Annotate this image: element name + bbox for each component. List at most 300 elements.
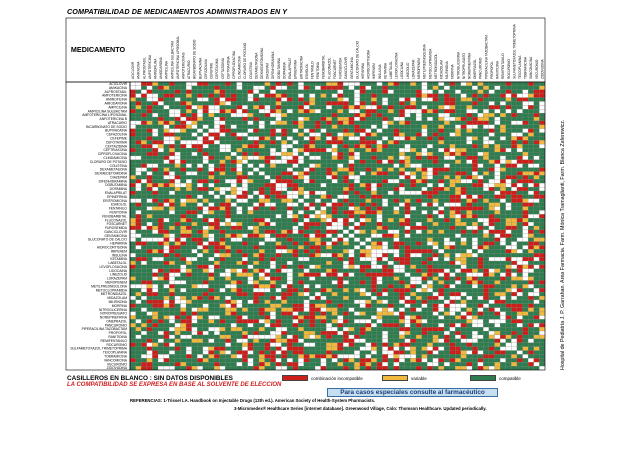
cell-3-3 <box>147 94 153 98</box>
cell-41-27 <box>281 242 287 246</box>
cell-14-51 <box>416 136 422 140</box>
cell-46-72 <box>534 261 540 265</box>
cell-19-0 <box>130 156 136 160</box>
cell-13-11 <box>192 133 198 137</box>
cell-40-33 <box>315 238 321 242</box>
cell-15-22 <box>253 140 259 144</box>
cell-24-14 <box>209 175 215 179</box>
cell-1-12 <box>197 86 203 90</box>
cell-8-6 <box>164 113 170 117</box>
cell-1-70 <box>523 86 529 90</box>
cell-14-14 <box>209 136 215 140</box>
cell-21-3 <box>147 164 153 168</box>
cell-31-38 <box>343 203 349 207</box>
cell-58-44 <box>377 308 383 312</box>
cell-4-16 <box>220 98 226 102</box>
cell-48-38 <box>343 269 349 273</box>
cell-54-37 <box>338 292 344 296</box>
cell-7-14 <box>209 109 215 113</box>
cell-35-53 <box>427 218 433 222</box>
cell-57-59 <box>461 304 467 308</box>
cell-56-4 <box>152 300 158 304</box>
cell-15-58 <box>455 140 461 144</box>
cell-53-49 <box>405 288 411 292</box>
column-header-68: SULFAMETOXAZOL TRIMETOPRIMA <box>512 24 517 79</box>
cell-8-11 <box>192 113 198 117</box>
cell-44-5 <box>158 253 164 257</box>
cell-54-64 <box>489 292 495 296</box>
cell-27-63 <box>483 187 489 191</box>
cell-28-10 <box>186 191 192 195</box>
cell-10-72 <box>534 121 540 125</box>
cell-17-9 <box>180 148 186 152</box>
cell-53-40 <box>354 288 360 292</box>
cell-11-64 <box>489 125 495 129</box>
cell-55-3 <box>147 296 153 300</box>
cell-44-30 <box>298 253 304 257</box>
cell-23-70 <box>523 172 529 176</box>
cell-24-66 <box>500 175 506 179</box>
cell-3-28 <box>287 94 293 98</box>
cell-8-26 <box>276 113 282 117</box>
cell-13-31 <box>304 133 310 137</box>
cell-63-65 <box>495 327 501 331</box>
cell-6-6 <box>164 105 170 109</box>
cell-5-66 <box>500 101 506 105</box>
cell-54-44 <box>377 292 383 296</box>
cell-44-27 <box>281 253 287 257</box>
cell-63-64 <box>489 327 495 331</box>
cell-37-62 <box>478 226 484 230</box>
cell-32-21 <box>248 207 254 211</box>
cell-55-2 <box>141 296 147 300</box>
cell-3-19 <box>237 94 243 98</box>
cell-41-35 <box>326 242 332 246</box>
cell-52-66 <box>500 284 506 288</box>
cell-11-49 <box>405 125 411 129</box>
cell-27-69 <box>517 187 523 191</box>
cell-6-72 <box>534 105 540 109</box>
cell-40-3 <box>147 238 153 242</box>
cell-63-45 <box>382 327 388 331</box>
row-label-2: ALPROSTADIL <box>104 89 127 94</box>
cell-49-10 <box>186 273 192 277</box>
cell-11-72 <box>534 125 540 129</box>
cell-7-66 <box>500 109 506 113</box>
cell-24-13 <box>203 175 209 179</box>
cell-12-52 <box>422 129 428 133</box>
cell-23-41 <box>360 172 366 176</box>
cell-13-5 <box>158 133 164 137</box>
cell-20-51 <box>416 160 422 164</box>
cell-55-38 <box>343 296 349 300</box>
cell-19-53 <box>427 156 433 160</box>
cell-20-35 <box>326 160 332 164</box>
cell-11-35 <box>326 125 332 129</box>
cell-13-23 <box>259 133 265 137</box>
cell-10-66 <box>500 121 506 125</box>
cell-61-13 <box>203 319 209 323</box>
cell-18-6 <box>164 152 170 156</box>
cell-36-62 <box>478 222 484 226</box>
cell-1-40 <box>354 86 360 90</box>
cell-43-48 <box>399 249 405 253</box>
cell-6-11 <box>192 105 198 109</box>
cell-52-3 <box>147 284 153 288</box>
cell-35-69 <box>517 218 523 222</box>
cell-57-72 <box>534 304 540 308</box>
cell-21-44 <box>377 164 383 168</box>
cell-17-51 <box>416 148 422 152</box>
cell-41-71 <box>528 242 534 246</box>
cell-12-38 <box>343 129 349 133</box>
cell-59-4 <box>152 312 158 316</box>
cell-0-9 <box>180 82 186 86</box>
cell-60-59 <box>461 316 467 320</box>
cell-20-68 <box>511 160 517 164</box>
cell-63-12 <box>197 327 203 331</box>
cell-49-18 <box>231 273 237 277</box>
cell-30-71 <box>528 199 534 203</box>
column-header-4: AMINOFILINA <box>153 58 158 79</box>
cell-46-26 <box>276 261 282 265</box>
cell-47-62 <box>478 265 484 269</box>
cell-16-5 <box>158 144 164 148</box>
cell-21-49 <box>405 164 411 168</box>
cell-7-38 <box>343 109 349 113</box>
cell-23-4 <box>152 172 158 176</box>
cell-57-15 <box>214 304 220 308</box>
cell-5-46 <box>388 101 394 105</box>
cell-45-45 <box>382 257 388 261</box>
cell-36-19 <box>237 222 243 226</box>
cell-25-61 <box>472 179 478 183</box>
cell-54-12 <box>197 292 203 296</box>
cell-63-14 <box>209 327 215 331</box>
cell-29-28 <box>287 195 293 199</box>
cell-57-52 <box>422 304 428 308</box>
cell-27-27 <box>281 187 287 191</box>
cell-27-39 <box>349 187 355 191</box>
row-label-17: CEFTRIAXONA <box>103 148 127 153</box>
cell-30-69 <box>517 199 523 203</box>
cell-55-69 <box>517 296 523 300</box>
cell-22-18 <box>231 168 237 172</box>
cell-64-4 <box>152 331 158 335</box>
cell-49-61 <box>472 273 478 277</box>
cell-41-42 <box>366 242 372 246</box>
cell-7-0 <box>130 109 136 113</box>
cell-41-1 <box>136 242 142 246</box>
cell-42-63 <box>483 245 489 249</box>
cell-43-10 <box>186 249 192 253</box>
cell-7-9 <box>180 109 186 113</box>
cell-11-51 <box>416 125 422 129</box>
cell-6-20 <box>242 105 248 109</box>
cell-18-55 <box>438 152 444 156</box>
cell-47-52 <box>422 265 428 269</box>
cell-38-8 <box>175 230 181 234</box>
cell-20-44 <box>377 160 383 164</box>
cell-41-65 <box>495 242 501 246</box>
cell-50-65 <box>495 277 501 281</box>
cell-45-21 <box>248 257 254 261</box>
cell-26-53 <box>427 183 433 187</box>
cell-49-65 <box>495 273 501 277</box>
cell-60-56 <box>444 316 450 320</box>
cell-38-72 <box>534 230 540 234</box>
cell-32-59 <box>461 207 467 211</box>
cell-13-14 <box>209 133 215 137</box>
cell-55-63 <box>483 296 489 300</box>
cell-22-64 <box>489 168 495 172</box>
cell-58-65 <box>495 308 501 312</box>
cell-28-39 <box>349 191 355 195</box>
cell-49-60 <box>466 273 472 277</box>
cell-35-28 <box>287 218 293 222</box>
cell-2-52 <box>422 90 428 94</box>
cell-23-60 <box>466 172 472 176</box>
cell-50-34 <box>321 277 327 281</box>
cell-20-7 <box>169 160 175 164</box>
column-header-27: DOPAMINA <box>282 62 287 79</box>
cell-43-42 <box>366 249 372 253</box>
cell-31-65 <box>495 203 501 207</box>
cell-17-24 <box>265 148 271 152</box>
cell-31-36 <box>332 203 338 207</box>
cell-3-13 <box>203 94 209 98</box>
cell-14-50 <box>410 136 416 140</box>
cell-32-13 <box>203 207 209 211</box>
cell-1-67 <box>506 86 512 90</box>
cell-14-13 <box>203 136 209 140</box>
cell-53-9 <box>180 288 186 292</box>
cell-37-25 <box>270 226 276 230</box>
cell-36-48 <box>399 222 405 226</box>
cell-37-24 <box>265 226 271 230</box>
cell-63-11 <box>192 327 198 331</box>
cell-34-56 <box>444 214 450 218</box>
cell-39-7 <box>169 234 175 238</box>
cell-63-28 <box>287 327 293 331</box>
cell-11-10 <box>186 125 192 129</box>
cell-57-56 <box>444 304 450 308</box>
cell-46-63 <box>483 261 489 265</box>
cell-2-55 <box>438 90 444 94</box>
cell-9-21 <box>248 117 254 121</box>
cell-59-12 <box>197 312 203 316</box>
cell-47-66 <box>500 265 506 269</box>
cell-47-22 <box>253 265 259 269</box>
cell-46-28 <box>287 261 293 265</box>
cell-42-35 <box>326 245 332 249</box>
cell-59-67 <box>506 312 512 316</box>
cell-62-56 <box>444 323 450 327</box>
cell-28-31 <box>304 191 310 195</box>
cell-38-25 <box>270 230 276 234</box>
cell-45-60 <box>466 257 472 261</box>
cell-2-16 <box>220 90 226 94</box>
cell-33-34 <box>321 210 327 214</box>
cell-38-52 <box>422 230 428 234</box>
cell-20-4 <box>152 160 158 164</box>
cell-25-41 <box>360 179 366 183</box>
cell-13-20 <box>242 133 248 137</box>
cell-25-35 <box>326 179 332 183</box>
cell-24-21 <box>248 175 254 179</box>
cell-13-34 <box>321 133 327 137</box>
cell-49-6 <box>164 273 170 277</box>
cell-34-43 <box>371 214 377 218</box>
cell-26-7 <box>169 183 175 187</box>
cell-52-38 <box>343 284 349 288</box>
cell-6-22 <box>253 105 259 109</box>
cell-38-13 <box>203 230 209 234</box>
cell-57-58 <box>455 304 461 308</box>
cell-3-18 <box>231 94 237 98</box>
cell-21-7 <box>169 164 175 168</box>
cell-48-70 <box>523 269 529 273</box>
cell-14-39 <box>349 136 355 140</box>
cell-29-54 <box>433 195 439 199</box>
cell-63-57 <box>450 327 456 331</box>
cell-4-29 <box>293 98 299 102</box>
cell-13-18 <box>231 133 237 137</box>
cell-1-33 <box>315 86 321 90</box>
cell-36-11 <box>192 222 198 226</box>
cell-10-44 <box>377 121 383 125</box>
cell-29-60 <box>466 195 472 199</box>
cell-22-37 <box>338 168 344 172</box>
cell-54-48 <box>399 292 405 296</box>
cell-47-33 <box>315 265 321 269</box>
cell-23-54 <box>433 172 439 176</box>
cell-26-64 <box>489 183 495 187</box>
cell-18-41 <box>360 152 366 156</box>
cell-20-33 <box>315 160 321 164</box>
cell-62-64 <box>489 323 495 327</box>
cell-59-70 <box>523 312 529 316</box>
cell-20-31 <box>304 160 310 164</box>
cell-20-58 <box>455 160 461 164</box>
cell-44-16 <box>220 253 226 257</box>
cell-14-1 <box>136 136 142 140</box>
cell-1-24 <box>265 86 271 90</box>
cell-16-20 <box>242 144 248 148</box>
cell-1-3 <box>147 86 153 90</box>
cell-9-25 <box>270 117 276 121</box>
cell-63-25 <box>270 327 276 331</box>
cell-61-6 <box>164 319 170 323</box>
cell-22-29 <box>293 168 299 172</box>
cell-31-48 <box>399 203 405 207</box>
cell-30-61 <box>472 199 478 203</box>
cell-0-49 <box>405 82 411 86</box>
cell-18-71 <box>528 152 534 156</box>
cell-10-50 <box>410 121 416 125</box>
cell-21-4 <box>152 164 158 168</box>
cell-21-57 <box>450 164 456 168</box>
cell-58-22 <box>253 308 259 312</box>
cell-9-51 <box>416 117 422 121</box>
cell-51-50 <box>410 280 416 284</box>
cell-55-26 <box>276 296 282 300</box>
cell-28-22 <box>253 191 259 195</box>
cell-43-40 <box>354 249 360 253</box>
cell-19-4 <box>152 156 158 160</box>
cell-62-6 <box>164 323 170 327</box>
cell-64-17 <box>225 331 231 335</box>
cell-25-43 <box>371 179 377 183</box>
cell-58-5 <box>158 308 164 312</box>
cell-26-62 <box>478 183 484 187</box>
cell-35-26 <box>276 218 282 222</box>
cell-63-34 <box>321 327 327 331</box>
cell-19-51 <box>416 156 422 160</box>
cell-52-29 <box>293 284 299 288</box>
cell-2-49 <box>405 90 411 94</box>
cell-37-39 <box>349 226 355 230</box>
cell-31-12 <box>197 203 203 207</box>
cell-62-42 <box>366 323 372 327</box>
cell-19-69 <box>517 156 523 160</box>
cell-17-56 <box>444 148 450 152</box>
cell-64-73 <box>539 331 545 335</box>
cell-47-45 <box>382 265 388 269</box>
row-label-43: IMIPENEM <box>110 249 127 254</box>
cell-47-72 <box>534 265 540 269</box>
cell-13-52 <box>422 133 428 137</box>
cell-23-20 <box>242 172 248 176</box>
cell-19-55 <box>438 156 444 160</box>
cell-23-57 <box>450 172 456 176</box>
cell-43-41 <box>360 249 366 253</box>
cell-41-69 <box>517 242 523 246</box>
cell-30-13 <box>203 199 209 203</box>
column-header-49: LINEZOLID <box>405 62 410 79</box>
cell-34-54 <box>433 214 439 218</box>
cell-38-0 <box>130 230 136 234</box>
cell-49-43 <box>371 273 377 277</box>
cell-44-15 <box>214 253 220 257</box>
cell-50-14 <box>209 277 215 281</box>
cell-60-73 <box>539 316 545 320</box>
cell-48-67 <box>506 269 512 273</box>
cell-5-71 <box>528 101 534 105</box>
cell-36-45 <box>382 222 388 226</box>
column-header-40: GLUCONATO DE CALCIO <box>355 41 360 79</box>
cell-60-14 <box>209 316 215 320</box>
cell-24-15 <box>214 175 220 179</box>
cell-22-70 <box>523 168 529 172</box>
cell-37-15 <box>214 226 220 230</box>
cell-16-7 <box>169 144 175 148</box>
cell-28-6 <box>164 191 170 195</box>
cell-50-36 <box>332 277 338 281</box>
cell-56-32 <box>309 300 315 304</box>
cell-7-50 <box>410 109 416 113</box>
cell-37-43 <box>371 226 377 230</box>
cell-24-12 <box>197 175 203 179</box>
cell-44-58 <box>455 253 461 257</box>
cell-32-11 <box>192 207 198 211</box>
cell-33-17 <box>225 210 231 214</box>
cell-16-8 <box>175 144 181 148</box>
cell-31-70 <box>523 203 529 207</box>
cell-21-43 <box>371 164 377 168</box>
cell-11-41 <box>360 125 366 129</box>
cell-52-69 <box>517 284 523 288</box>
